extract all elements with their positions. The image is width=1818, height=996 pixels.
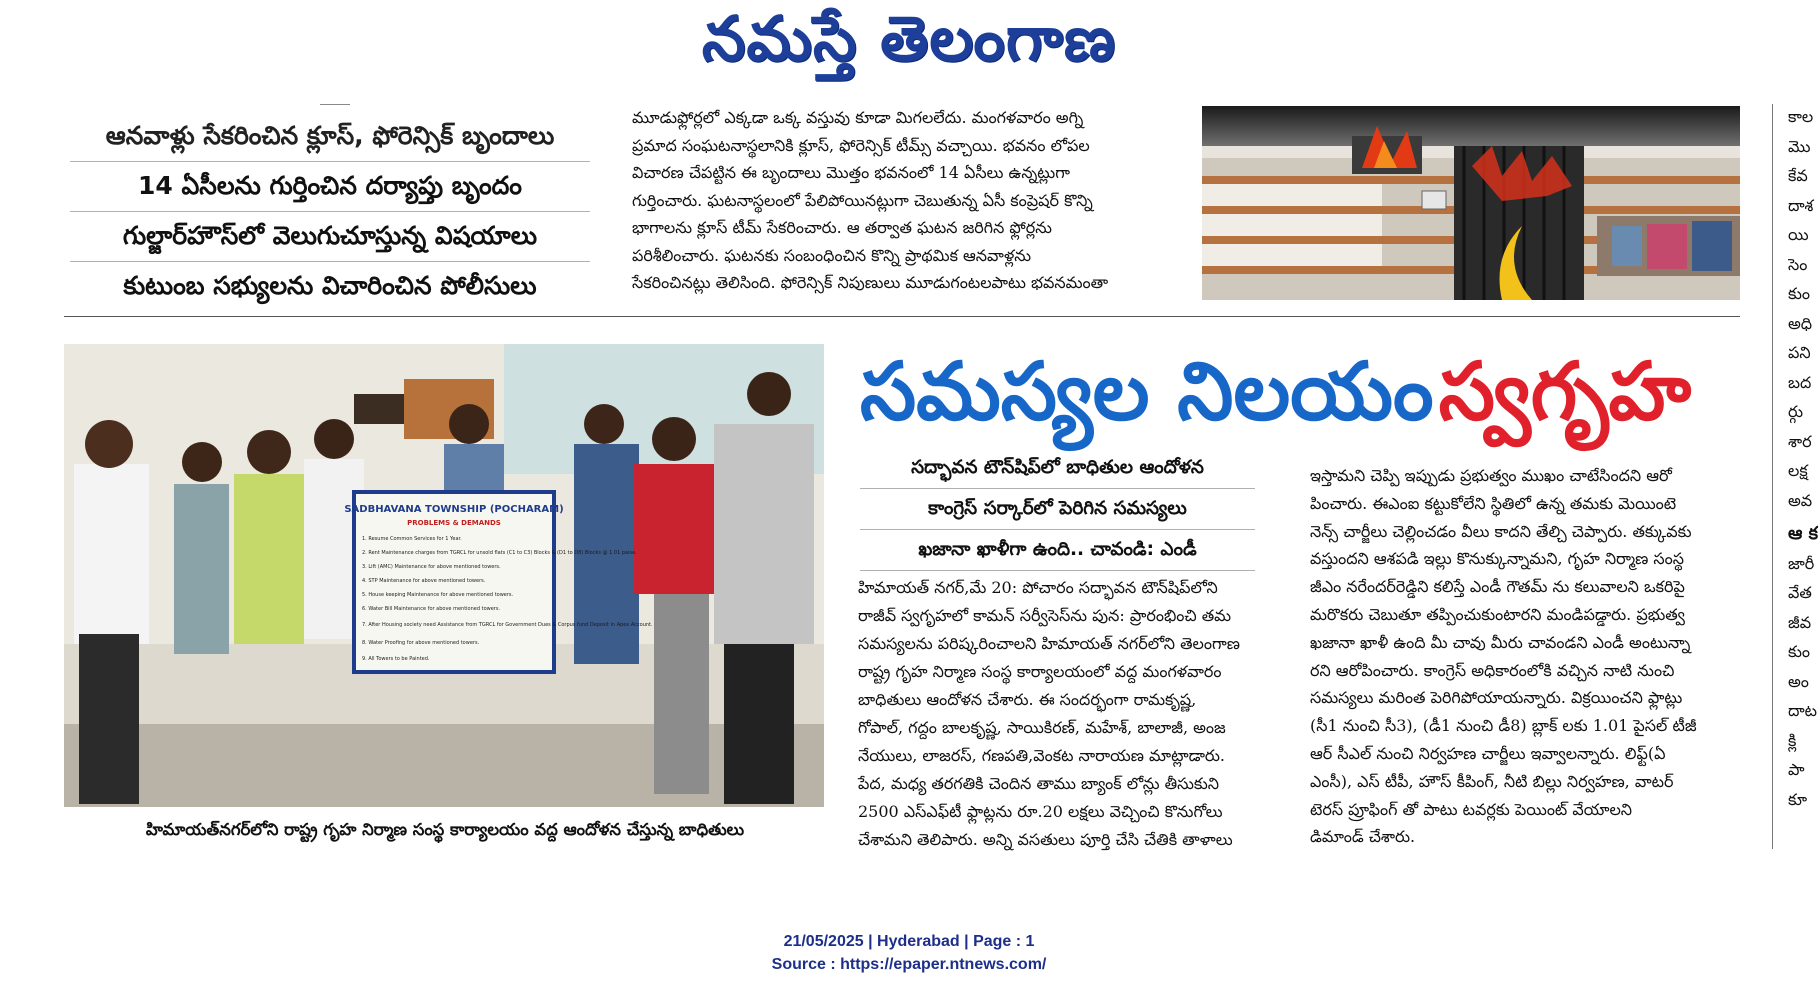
banner-item: 2. Rent Maintenance charges from TGRCL for unsold flats (C1 to C3) Blocks & (D1 to D8) Blocks @ 1.01 paise. xyxy=(362,550,637,556)
highlight-item: ఆనవాళ్లు సేకరించిన క్లూస్, ఫోరెన్సిక్ బృందాలు xyxy=(70,112,590,162)
text-line: సమస్యలు మరింత పెరిగిపోయాయన్నారు. విక్రయించని ఫ్లాట్లు xyxy=(1310,688,1683,708)
banner-item: 9. All Towers to be Painted. xyxy=(362,656,430,662)
highlight-item: గుల్జార్‌హౌస్‌లో వెలుగుచూస్తున్న విషయాలు xyxy=(70,212,590,262)
text-line: దాశ xyxy=(1788,195,1814,215)
text-line: యి xyxy=(1788,225,1809,244)
masthead xyxy=(0,2,1818,90)
text-line: గుర్తించారు. ఘటనాస్థలంలో పేలిపోయినట్లుగా చెబుతున్న ఏసీ కంప్రెషర్ కొన్ని xyxy=(632,190,1093,210)
text-line: దాట xyxy=(1788,701,1817,720)
text-line: కూ xyxy=(1788,789,1808,809)
banner-item: 3. Lift (AMC) Maintenance for above mentioned towers. xyxy=(362,564,501,570)
protest-photo xyxy=(64,344,824,807)
text-line: టెరస్ ప్రూఫింగ్ తో పాటు టవర్లకు పెయింట్ వేయాలని xyxy=(1310,799,1633,819)
text-line: ఖజానా ఖాళీ ఉంది మీ చావు మీరు చావండని ఎండీ అంటున్నా xyxy=(1310,632,1691,652)
text-line: ఎంసీ), ఎస్ టీపీ, హౌస్ కీపింగ్, నీటి బిల్లు నిర్వహణ, వాటర్ xyxy=(1310,771,1674,791)
section-divider xyxy=(64,316,1740,317)
masthead-title: నమస్తే తెలంగాణ xyxy=(701,2,1117,75)
text-line: అవ xyxy=(1788,490,1813,510)
banner-subtitle: PROBLEMS & DEMANDS xyxy=(407,519,501,527)
text-line: ర్గు xyxy=(1788,402,1804,421)
column-divider xyxy=(1772,104,1773,849)
divider xyxy=(320,104,350,105)
text-line: చేశామని తెలిపారు. అన్ని వసతులు పూర్తి చేసి చేతికి తాళాలు xyxy=(858,830,1233,849)
text-line: శార xyxy=(1788,431,1812,451)
text-line: లక్ష xyxy=(1788,461,1808,480)
banner-item: 6. Water Bill Maintenance for above mentioned towers. xyxy=(362,606,501,612)
text-line: సెం xyxy=(1788,254,1808,274)
main-story-subheads xyxy=(860,448,1255,571)
text-line: రాష్ట్ర గృహ నిర్మాణ సంస్థ కార్యాలయంలో వద్ద మంగళవారం xyxy=(858,662,1222,681)
highlight-item: 14 ఏసీలను గుర్తించిన దర్యాప్తు బృందం xyxy=(70,162,590,212)
text-line: కుం xyxy=(1788,642,1811,661)
right-edge-column xyxy=(1788,102,1818,814)
text-line: నేయులు, లాజరస్, గణపతి,వెంకట నారాయణ మాట్లాడారు. xyxy=(858,746,1226,765)
headline-part-1: సమస్యల నిలయం xyxy=(860,345,1434,438)
text-line: పించారు. ఈఎంఐ కట్టుకోలేని స్థితిలో ఉన్న తమకు మెయింటె xyxy=(1310,493,1677,513)
text-line: కుం xyxy=(1788,284,1811,303)
banner-item: 5. House keeping Maintenance for above mentioned towers. xyxy=(362,592,514,598)
text-line: జీవ xyxy=(1788,612,1812,632)
footer-date-line: 21/05/2025 | Hyderabad | Page : 1 xyxy=(783,933,1035,950)
text-line: పరిశీలించారు. ఘటనకు సంబంధించిన కొన్ని ప్రాథమిక ఆనవాళ్లను xyxy=(632,245,1032,265)
highlight-item: కుటుంబ సభ్యులను విచారించిన పోలీసులు xyxy=(123,271,537,300)
main-story-column-1 xyxy=(858,574,1288,854)
text-line: భాగాలను క్లూస్ టీమ్ సేకరించారు. ఆ తర్వాత ఘటన జరిగిన ఫ్లోర్లను xyxy=(632,218,1052,237)
text-line: రాజీవ్ స్వగృహలో కామన్ సర్వీసెస్‌ను పున: ప్రారంభించి తమ xyxy=(858,606,1232,625)
text-line: ఆర్ సీఎల్ నుంచి నిర్వహణ చార్జీలు ఇవ్వాలన్నారు. లిఫ్ట్(ఏ xyxy=(1310,743,1666,763)
text-line: హిమాయత్ నగర్,మే 20: పోచారం సద్భావన టౌన్‌షిప్‌లోని xyxy=(858,578,1218,597)
banner-title: SADBHAVANA TOWNSHIP (POCHARAM) xyxy=(344,504,564,515)
text-line: జారీ xyxy=(1788,553,1815,573)
text-line: కాల xyxy=(1788,107,1814,126)
main-story-column-2 xyxy=(1310,462,1745,851)
text-line: విచారణ చేపట్టిన ఈ బృందాలు మొత్తం భవనంలో 14 ఏసీలు ఉన్నట్లుగా xyxy=(632,163,1070,182)
text-line: కేవ xyxy=(1788,166,1808,185)
footer-source-line: Source : https://epaper.ntnews.com/ xyxy=(771,956,1047,973)
fire-building-illustration xyxy=(1202,106,1740,300)
protest-illustration xyxy=(64,344,824,807)
text-line: పేద, మధ్య తరగతికి చెందిన తాము బ్యాంక్ లోన్లు తీసుకుని xyxy=(858,774,1220,793)
banner-item: 7. After Housing society need Assistance from TGRCL for Government Dues & Corpus fund Deposit in Apex Account. xyxy=(362,622,653,628)
text-line: సేకరించినట్లు తెలిసింది. ఫోరెన్సిక్ నిపుణులు మూడుగంటలపాటు భవనమంతా xyxy=(632,273,1109,292)
text-line: నెన్స్ చార్జీలు చెల్లించడం వీలు కాదని తేల్చి చెప్పారు. తక్కువకు xyxy=(1310,521,1692,541)
text-line: మొ xyxy=(1788,136,1811,156)
text-line: ఇస్తామని చెప్పి ఇప్పుడు ప్రభుత్వం ముఖం చాటేసిందని ఆరో xyxy=(1310,466,1672,485)
text-line: మరొకరు చెబుతూ తప్పించుకుంటారని మండిపడ్డారు. ప్రభుత్వ xyxy=(1310,604,1685,624)
text-line: (సీ1 నుంచి సీ3), (డీ1 నుంచి డీ8) బ్లాక్ లకు 1.01 పైసల్ టీజీ xyxy=(1310,716,1697,736)
banner-item: 1. Resume Common Services for 1 Year. xyxy=(362,536,462,542)
text-line: వస్తుందని ఆశపడి ఇల్లు కొనుక్కున్నామని, గృహ నిర్మాణ సంస్థ xyxy=(1310,549,1684,569)
banner-item: 8. Water Proofing for above mentioned towers. xyxy=(362,640,480,646)
main-headline xyxy=(860,345,1760,458)
text-line: అధి xyxy=(1788,313,1813,333)
fire-story-body xyxy=(632,104,1172,297)
headline-part-2: స్వగృహ xyxy=(1438,345,1692,438)
text-line: క్లి xyxy=(1788,730,1797,750)
text-line: ప్రమాద సంఘటనాస్థలానికి క్లూస్, ఫోరెన్సిక్ టీమ్స్ వచ్చాయి. భవనం లోపల xyxy=(632,135,1090,155)
text-line: వేత xyxy=(1788,583,1812,602)
text-line: మూడుఫ్లోర్లలో ఎక్కడా ఒక్క వస్తువు కూడా మిగలలేదు. మంగళవారం అగ్ని xyxy=(632,108,1084,127)
text-line: బాధితులు ఆందోళన చేశారు. ఈ సందర్భంగా రామకృష్ణ, xyxy=(858,690,1197,709)
fire-story-highlights xyxy=(70,112,590,311)
banner-item: 4. STP Maintenance for above mentioned towers. xyxy=(362,578,486,584)
text-line: రని ఆరోపించారు. కాంగ్రెస్ అధికారంలోకి వచ్చిన నాటి నుంచి xyxy=(1310,660,1675,680)
text-line: పని xyxy=(1788,343,1811,362)
subhead-item: సద్భావన టౌన్‌షిప్‌లో బాధితుల ఆందోళన xyxy=(860,448,1255,489)
text-line: 2500 ఎస్‌ఎఫ్‌టీ ఫ్లాట్లను రూ.20 లక్షలు వెచ్చించి కొనుగోలు xyxy=(858,802,1223,821)
text-line: పా xyxy=(1788,760,1805,779)
subhead-item: కాంగ్రెస్ సర్కార్‌లో పెరిగిన సమస్యలు xyxy=(860,489,1255,530)
section-heading-fragment: ఆ క xyxy=(1788,523,1818,544)
text-line: డిమాండ్ చేశారు. xyxy=(1310,827,1416,847)
photo-caption: హిమాయత్‌నగర్‌లోని రాష్ట్ర గృహ నిర్మాణ సంస్థ కార్యాలయం వద్ద ఆందోళన చేస్తున్న బాధితులు xyxy=(145,820,745,839)
subhead-item: ఖజానా ఖాళీగా ఉంది.. చావండి: ఎండీ xyxy=(860,530,1255,571)
text-line: సమస్యలను పరిష్కరించాలని హిమాయత్ నగర్‌లోని తెలంగాణ xyxy=(858,634,1240,653)
text-line: బద xyxy=(1788,372,1812,392)
text-line: అం xyxy=(1788,671,1809,691)
text-line: జీఎం నరేందర్‌రెడ్డిని కలిస్తే ఎండీ గౌతమ్ ను కలువాలని ఒకరిపై xyxy=(1310,577,1685,597)
text-line: గోపాల్, గద్దం బాలకృష్ణ, సాయికిరణ్, మహేశ్, బాలాజీ, అంజ xyxy=(858,718,1226,737)
fire-photo xyxy=(1202,106,1740,300)
